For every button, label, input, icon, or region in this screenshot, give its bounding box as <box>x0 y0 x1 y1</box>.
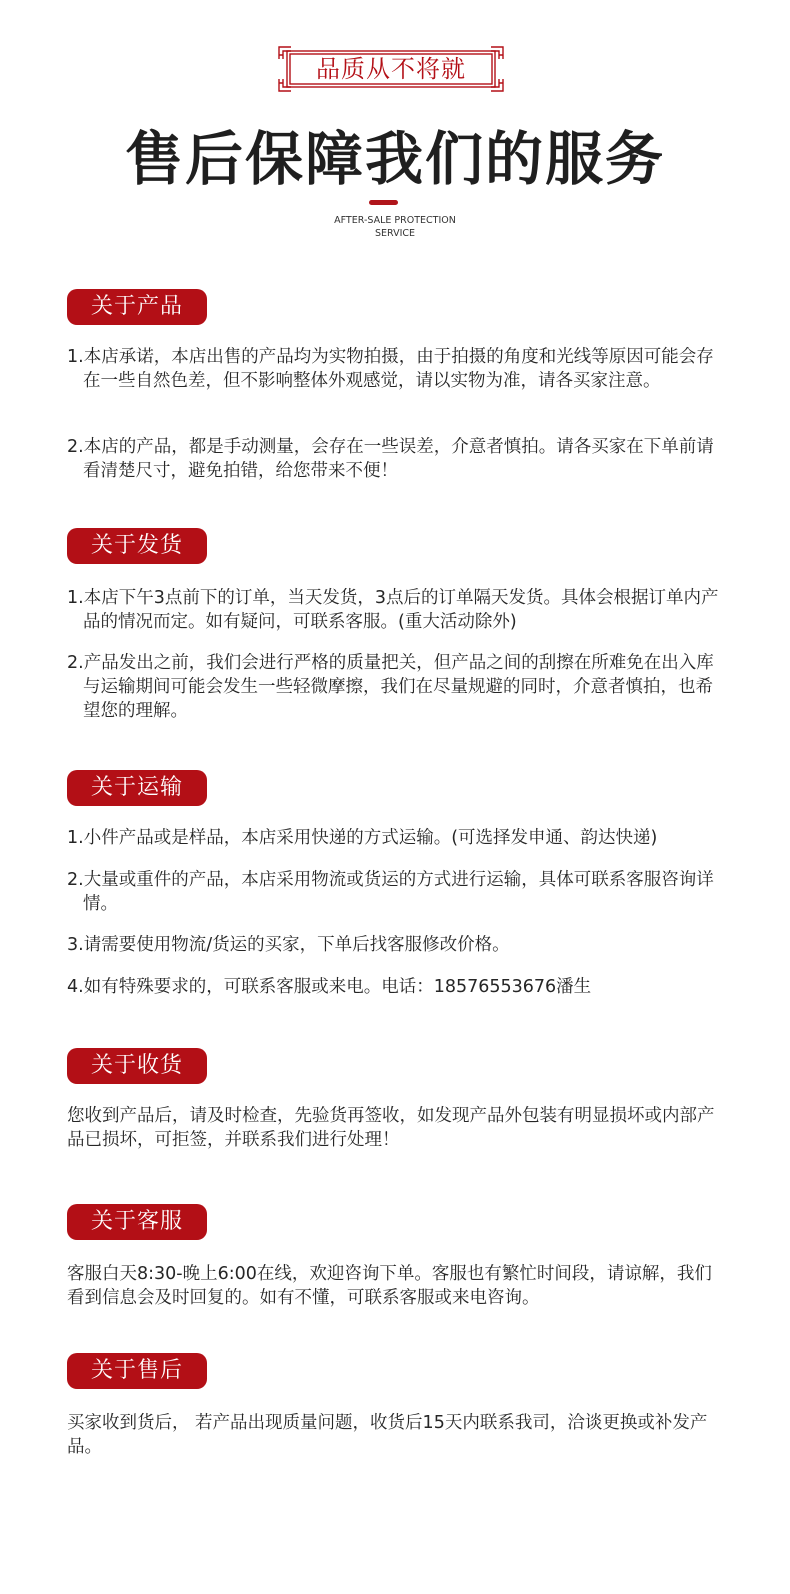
page-subtitle <box>0 214 790 240</box>
section-title-transport: 关于运输 <box>67 770 207 806</box>
quality-badge <box>277 45 505 93</box>
section-title-customer-service: 关于客服 <box>67 1204 207 1240</box>
after-sale-text: 买家收到货后， 若产品出现质量问题，收货后15天内联系我司，洽谈更换或补发产品。 <box>67 1413 708 1457</box>
subtitle-line-1: AFTER-SALE PROTECTION <box>334 215 456 226</box>
section-title-after-sale: 关于售后 <box>67 1353 207 1389</box>
transport-item-1: 1.小件产品或是样品，本店采用快递的方式运输。(可选择发申通、韵达快递) <box>67 828 658 848</box>
title-divider <box>369 200 398 205</box>
page-title: 售后保障我们的服务 <box>124 125 665 193</box>
shipping-item-2: 2.产品发出之前，我们会进行严格的质量把关，但产品之间的刮擦在所难免在出入库与运输期间可能会发生一些轻微摩擦，我们在尽量规避的同时，介意者慎拍，也希望您的理解。 <box>67 653 714 721</box>
receiving-text: 您收到产品后，请及时检查，先验货再签收，如发现产品外包装有明显损坏或内部产品已损坏，可拒签，并联系我们进行处理！ <box>67 1106 715 1150</box>
section-title-receiving: 关于收货 <box>67 1048 207 1084</box>
section-title-shipping: 关于发货 <box>67 528 207 564</box>
transport-item-3: 3.请需要使用物流/货运的买家，下单后找客服修改价格。 <box>67 935 510 955</box>
product-item-2: 2.本店的产品，都是手动测量，会存在一些误差，介意者慎拍。请各买家在下单前请看清楚尺寸，避免拍错，给您带来不便！ <box>67 437 714 481</box>
product-item-1: 1.本店承诺，本店出售的产品均为实物拍摄，由于拍摄的角度和光线等原因可能会存在一些自然色差，但不影响整体外观感觉，请以实物为准，请各买家注意。 <box>67 347 714 391</box>
badge-text: 品质从不将就 <box>316 55 466 83</box>
subtitle-line-2: SERVICE <box>374 228 416 239</box>
transport-item-4: 4.如有特殊要求的，可联系客服或来电。电话：18576553676潘生 <box>67 977 592 997</box>
transport-item-2: 2.大量或重件的产品，本店采用物流或货运的方式进行运输，具体可联系客服咨询详情。 <box>67 870 714 914</box>
section-title-product: 关于产品 <box>67 289 207 325</box>
customer-service-text: 客服白天8:30-晚上6:00在线，欢迎咨询下单。客服也有繁忙时间段，请谅解，我们看到信息会及时回复的。如有不懂，可联系客服或来电咨询。 <box>67 1264 712 1308</box>
shipping-item-1: 1.本店下午3点前下的订单，当天发货，3点后的订单隔天发货。具体会根据订单内产品的情况而定。如有疑问，可联系客服。(重大活动除外) <box>67 588 719 632</box>
